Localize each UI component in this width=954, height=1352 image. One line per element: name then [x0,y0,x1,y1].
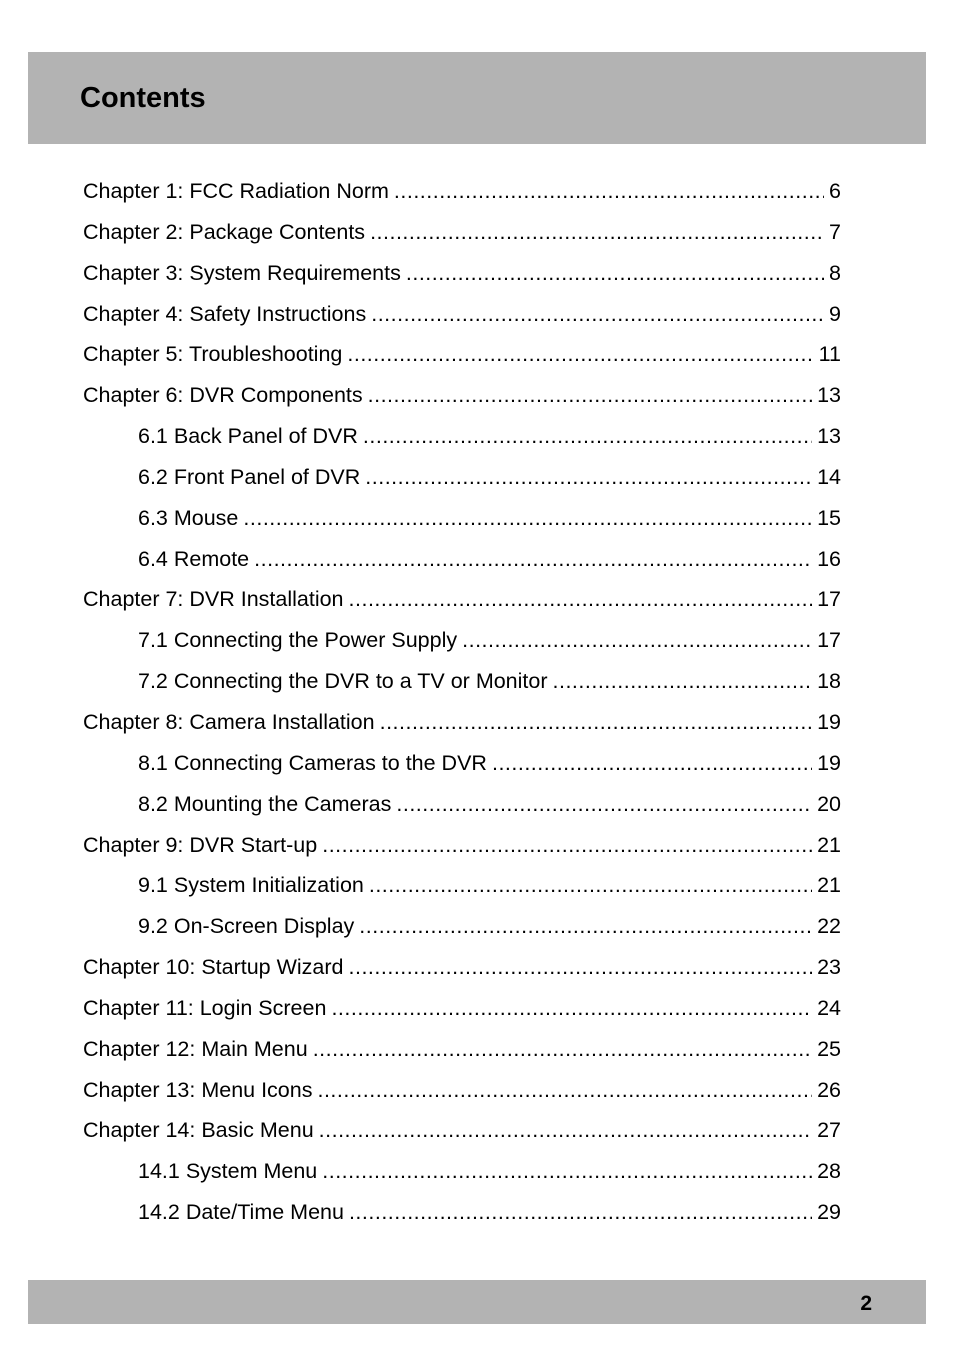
toc-entry-title: Chapter 5: Troubleshooting [83,342,343,367]
toc-entry[interactable] [83,579,841,620]
toc-entry-page: 17 [817,628,841,653]
header-bar [28,52,926,144]
toc-dot-leader [370,212,824,253]
toc-entry-page: 15 [817,505,841,530]
toc-entry-page: 17 [817,587,841,612]
table-of-contents [83,171,841,1233]
toc-entry-page: 23 [817,955,841,980]
toc-entry-title: Chapter 12: Main Menu [83,1036,308,1061]
toc-entry-title: Chapter 8: Camera Installation [83,709,375,734]
toc-entry-page: 29 [817,1200,841,1225]
toc-entry-page: 28 [817,1159,841,1184]
toc-dot-leader [368,375,812,416]
toc-entry-title: 14.1 System Menu [138,1159,318,1184]
toc-entry-page: 14 [817,464,841,489]
toc-entry-page: 7 [829,219,841,244]
toc-entry[interactable] [83,1151,841,1192]
page-title: Contents [80,82,206,114]
toc-entry-page: 9 [829,301,841,326]
toc-dot-leader [347,334,813,375]
toc-dot-leader [406,253,824,294]
toc-entry-page: 19 [817,750,841,775]
toc-entry[interactable] [83,1029,841,1070]
toc-entry-title: 6.1 Back Panel of DVR [138,424,358,449]
toc-entry[interactable] [83,457,841,498]
toc-dot-leader [553,661,813,702]
toc-entry[interactable] [83,947,841,988]
toc-entry[interactable] [83,212,841,253]
toc-dot-leader [349,579,813,620]
toc-entry[interactable] [83,171,841,212]
toc-entry-title: 7.1 Connecting the Power Supply [138,628,458,653]
toc-entry-title: Chapter 11: Login Screen [83,995,327,1020]
toc-entry-page: 16 [817,546,841,571]
footer-bar [28,1280,926,1324]
toc-entry-title: 8.2 Mounting the Cameras [138,791,392,816]
toc-dot-leader [380,702,812,743]
toc-entry-title: 7.2 Connecting the DVR to a TV or Monitor [138,669,548,694]
toc-entry-page: 13 [817,424,841,449]
toc-entry-page: 20 [817,791,841,816]
toc-dot-leader [462,620,812,661]
toc-entry-page: 8 [829,260,841,285]
toc-dot-leader [313,1029,812,1070]
toc-entry-page: 18 [817,669,841,694]
toc-dot-leader [371,294,824,335]
toc-entry[interactable] [83,539,841,580]
toc-entry[interactable] [83,498,841,539]
toc-dot-leader [319,1110,812,1151]
toc-dot-leader [394,171,824,212]
toc-dot-leader [254,539,812,580]
toc-entry[interactable] [83,334,841,375]
toc-entry[interactable] [83,1070,841,1111]
toc-entry[interactable] [83,825,841,866]
toc-entry[interactable] [83,988,841,1029]
toc-entry[interactable] [83,1192,841,1233]
toc-entry[interactable] [83,784,841,825]
toc-entry-title: 6.3 Mouse [138,505,239,530]
toc-dot-leader [322,1151,812,1192]
toc-entry-page: 26 [817,1077,841,1102]
toc-entry[interactable] [83,661,841,702]
toc-entry-title: Chapter 4: Safety Instructions [83,301,367,326]
toc-entry-page: 27 [817,1118,841,1143]
toc-entry[interactable] [83,620,841,661]
toc-dot-leader [317,1070,812,1111]
toc-entry[interactable] [83,294,841,335]
toc-entry-page: 13 [817,383,841,408]
toc-entry-title: 6.4 Remote [138,546,250,571]
toc-dot-leader [396,784,812,825]
toc-entry[interactable] [83,906,841,947]
toc-entry-page: 19 [817,709,841,734]
toc-entry-title: Chapter 6: DVR Components [83,383,363,408]
toc-entry-page: 21 [817,832,841,857]
toc-entry-title: Chapter 14: Basic Menu [83,1118,314,1143]
toc-entry-title: 9.2 On-Screen Display [138,914,355,939]
toc-entry-title: Chapter 7: DVR Installation [83,587,344,612]
toc-entry-title: 9.1 System Initialization [138,873,364,898]
toc-entry[interactable] [83,416,841,457]
toc-entry-title: Chapter 3: System Requirements [83,260,401,285]
toc-dot-leader [322,825,812,866]
toc-dot-leader [349,947,813,988]
toc-entry[interactable] [83,865,841,906]
toc-entry-title: 8.1 Connecting Cameras to the DVR [138,750,487,775]
toc-entry-title: Chapter 2: Package Contents [83,219,366,244]
toc-entry-title: 14.2 Date/Time Menu [138,1200,344,1225]
toc-entry-page: 6 [829,179,841,203]
toc-entry-page: 24 [817,995,841,1020]
toc-dot-leader [359,906,812,947]
toc-entry[interactable] [83,253,841,294]
toc-entry-page: 22 [817,914,841,939]
toc-entry-title: Chapter 13: Menu Icons [83,1077,313,1102]
toc-entry-page: 11 [818,342,841,367]
toc-entry-title: Chapter 1: FCC Radiation Norm [83,179,389,203]
toc-entry[interactable] [83,1110,841,1151]
toc-dot-leader [331,988,812,1029]
toc-dot-leader [492,743,812,784]
toc-entry-title: Chapter 10: Startup Wizard [83,955,344,980]
toc-entry-title: 6.2 Front Panel of DVR [138,464,361,489]
toc-dot-leader [369,865,812,906]
page-number: 2 [860,1292,872,1315]
toc-dot-leader [363,416,812,457]
toc-entry-page: 21 [817,873,841,898]
toc-dot-leader [365,457,812,498]
toc-entry[interactable] [83,375,841,416]
toc-dot-leader [349,1192,812,1233]
toc-entry-page: 25 [817,1036,841,1061]
toc-entry-title: Chapter 9: DVR Start-up [83,832,318,857]
toc-entry[interactable] [83,702,841,743]
toc-entry[interactable] [83,743,841,784]
toc-dot-leader [243,498,812,539]
